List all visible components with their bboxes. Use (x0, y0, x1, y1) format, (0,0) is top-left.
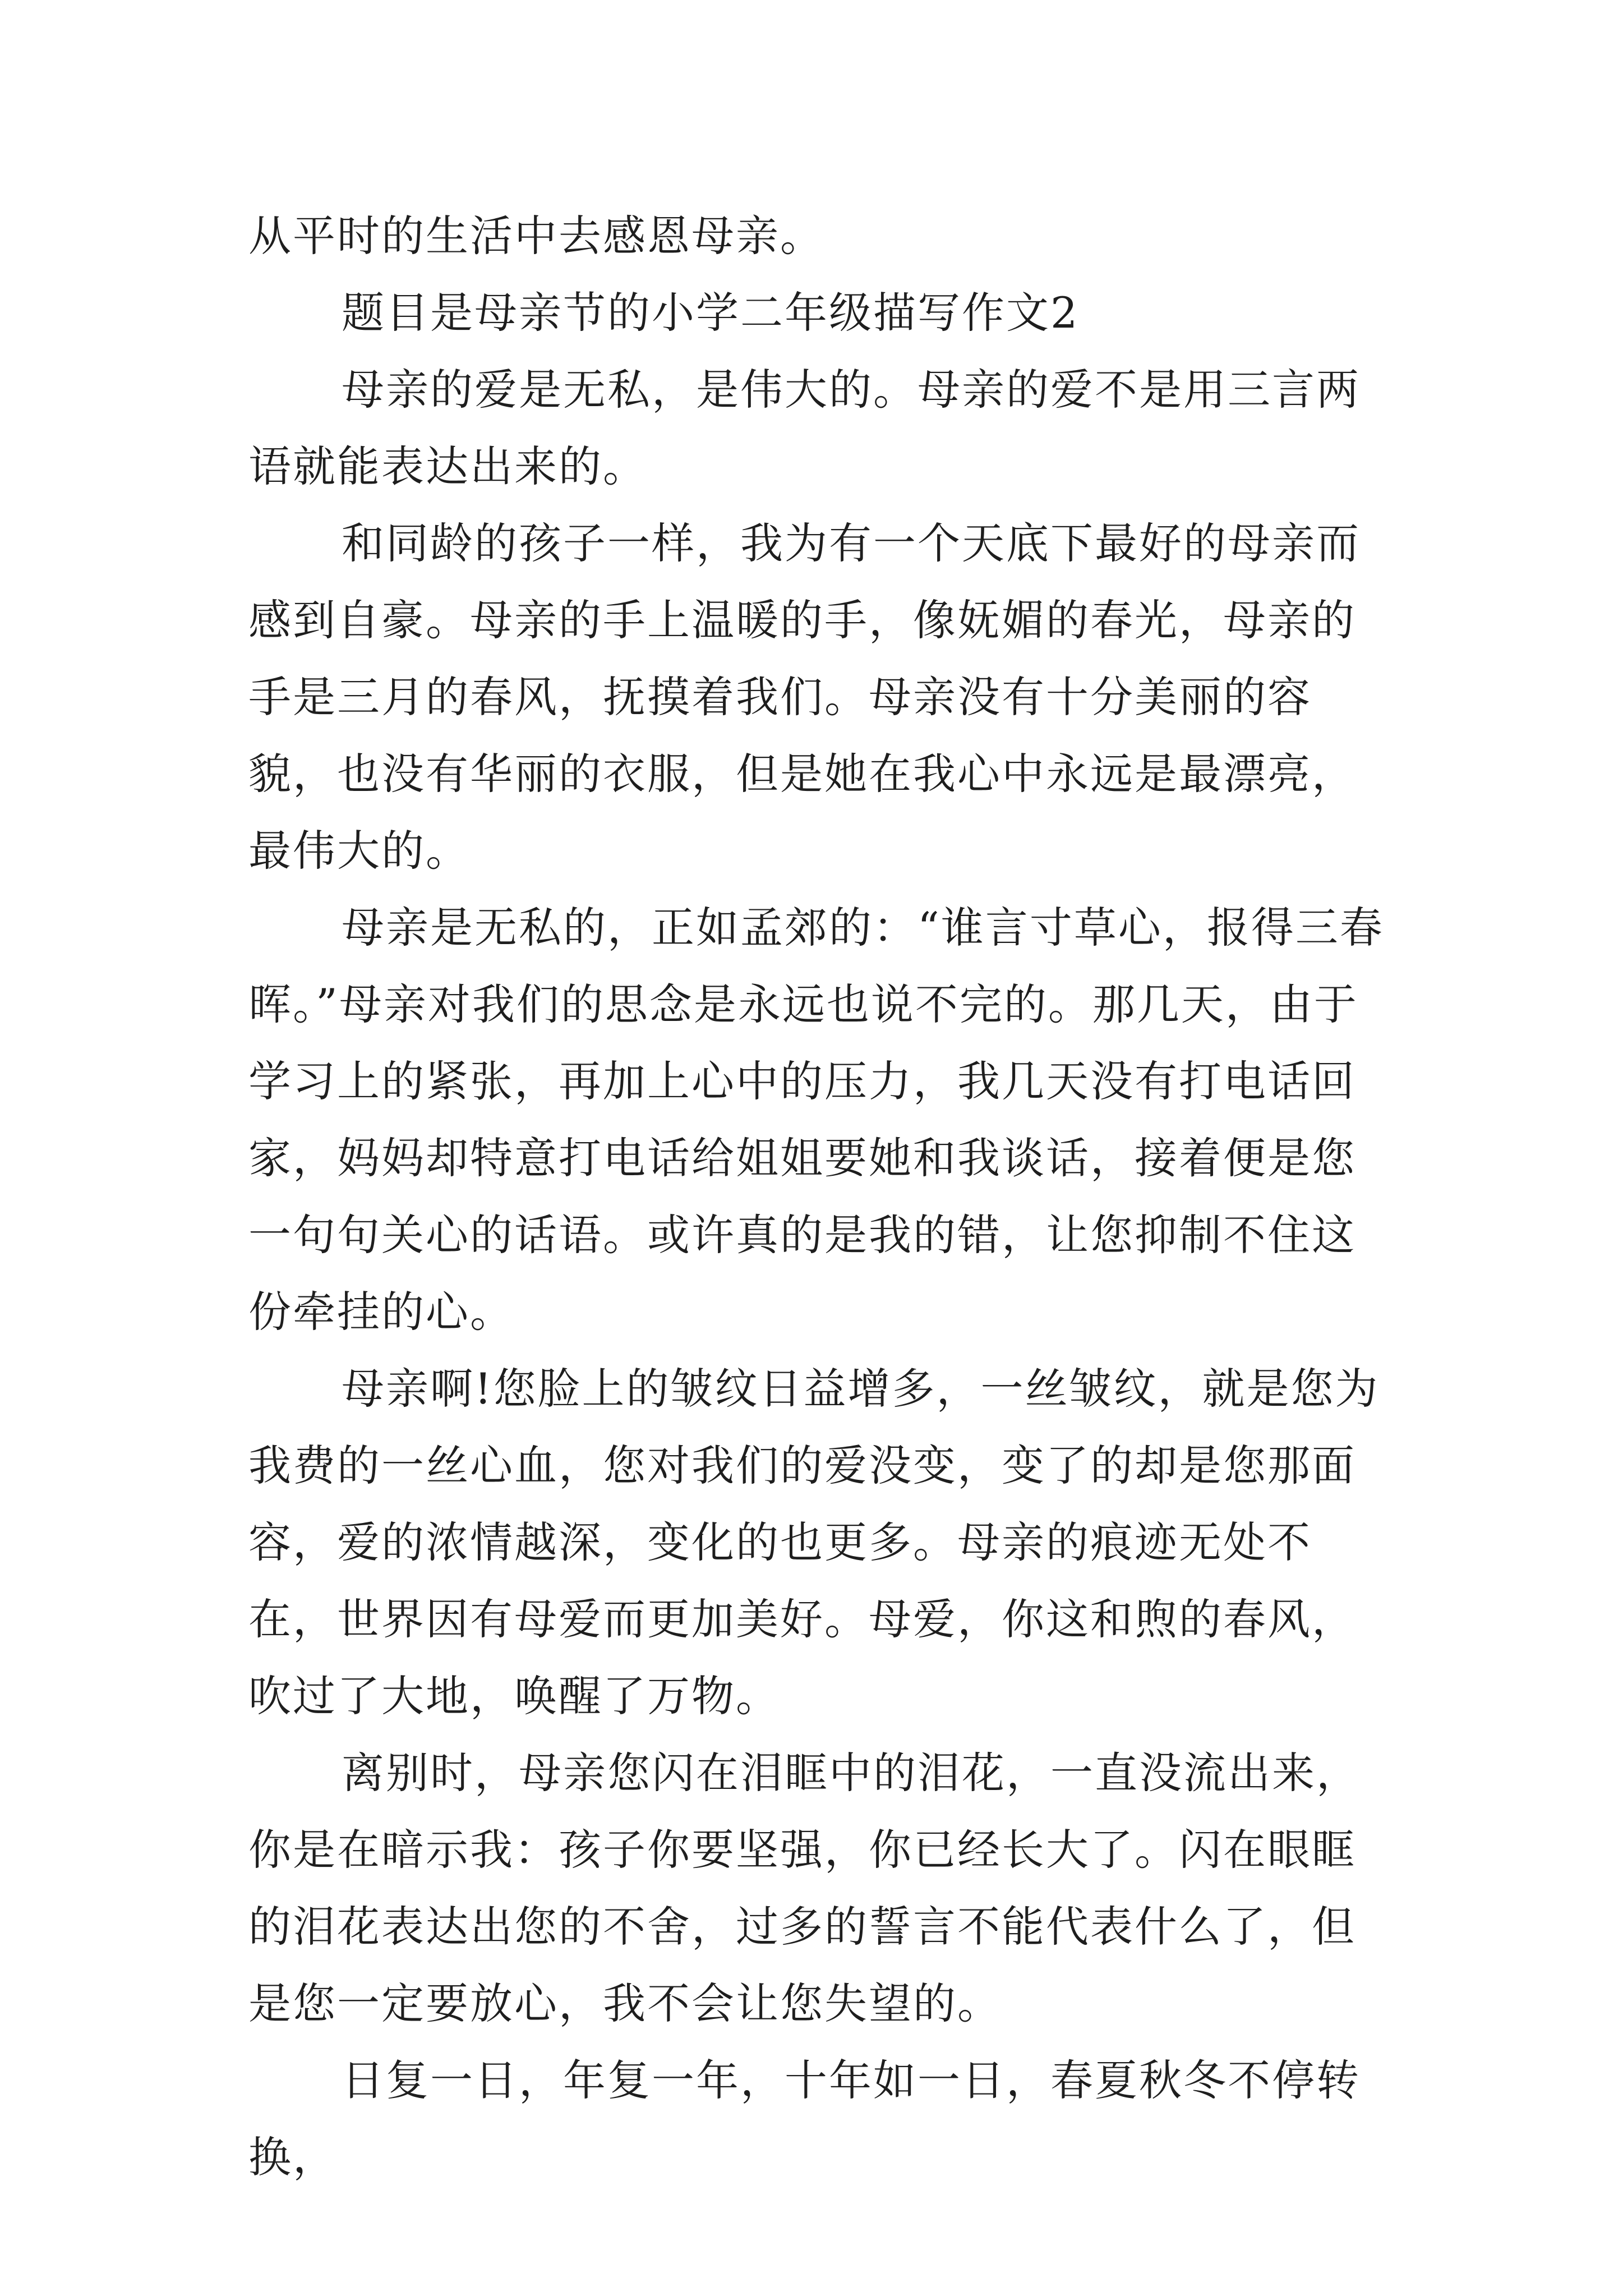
paragraph: 母亲是无私的，正如孟郊的：“谁言寸草心，报得三春晖。”母亲对我们的思念是永远也说不完的。那几天，由于学习上的紧张，再加上心中的压力，我几天没有打电话回家，妈妈却特意打电话给姐姐要她和我谈话，接着便是您一句句关心的话语。或许真的是我的错，让您抑制不住这份牵挂的心。 (248, 903, 1384, 1337)
paragraph: 母亲啊!您脸上的皱纹日益增多，一丝皱纹，就是您为我费的一丝心血，您对我们的爱没变，变了的却是您那面容，爱的浓情越深，变化的也更多。母亲的痕迹无处不在，世界因有母爱而更加美好。母爱，你这和煦的春风，吹过了大地，唤醒了万物。 (248, 1364, 1380, 1721)
paragraph-continuation: 从平时的生活中去感恩母亲。 (248, 211, 824, 261)
paragraph: 日复一日，年复一年，十年如一日，春夏秋冬不停转换， (248, 2055, 1361, 2182)
paragraph: 和同龄的孩子一样，我为有一个天底下最好的母亲而感到自豪。母亲的手上温暖的手，像妩媚的春光，母亲的手是三月的春风，抚摸着我们。母亲没有十分美丽的容貌，也没有华丽的衣服，但是她在我心中永远是最漂亮，最伟大的。 (248, 518, 1361, 876)
paragraph: 母亲的爱是无私，是伟大的。母亲的爱不是用三言两语就能表达出来的。 (248, 365, 1361, 491)
essay-title: 题目是母亲节的小学二年级描写作文2 (342, 288, 1080, 338)
paragraph: 离别时，母亲您闪在泪眶中的泪花，一直没流出来，你是在暗示我：孩子你要坚强，你已经长大了。闪在眼眶的泪花表达出您的不舍，过多的誓言不能代表什么了，但是您一定要放心，我不会让您失望的。 (248, 1748, 1361, 2028)
article-body (248, 197, 1393, 2196)
